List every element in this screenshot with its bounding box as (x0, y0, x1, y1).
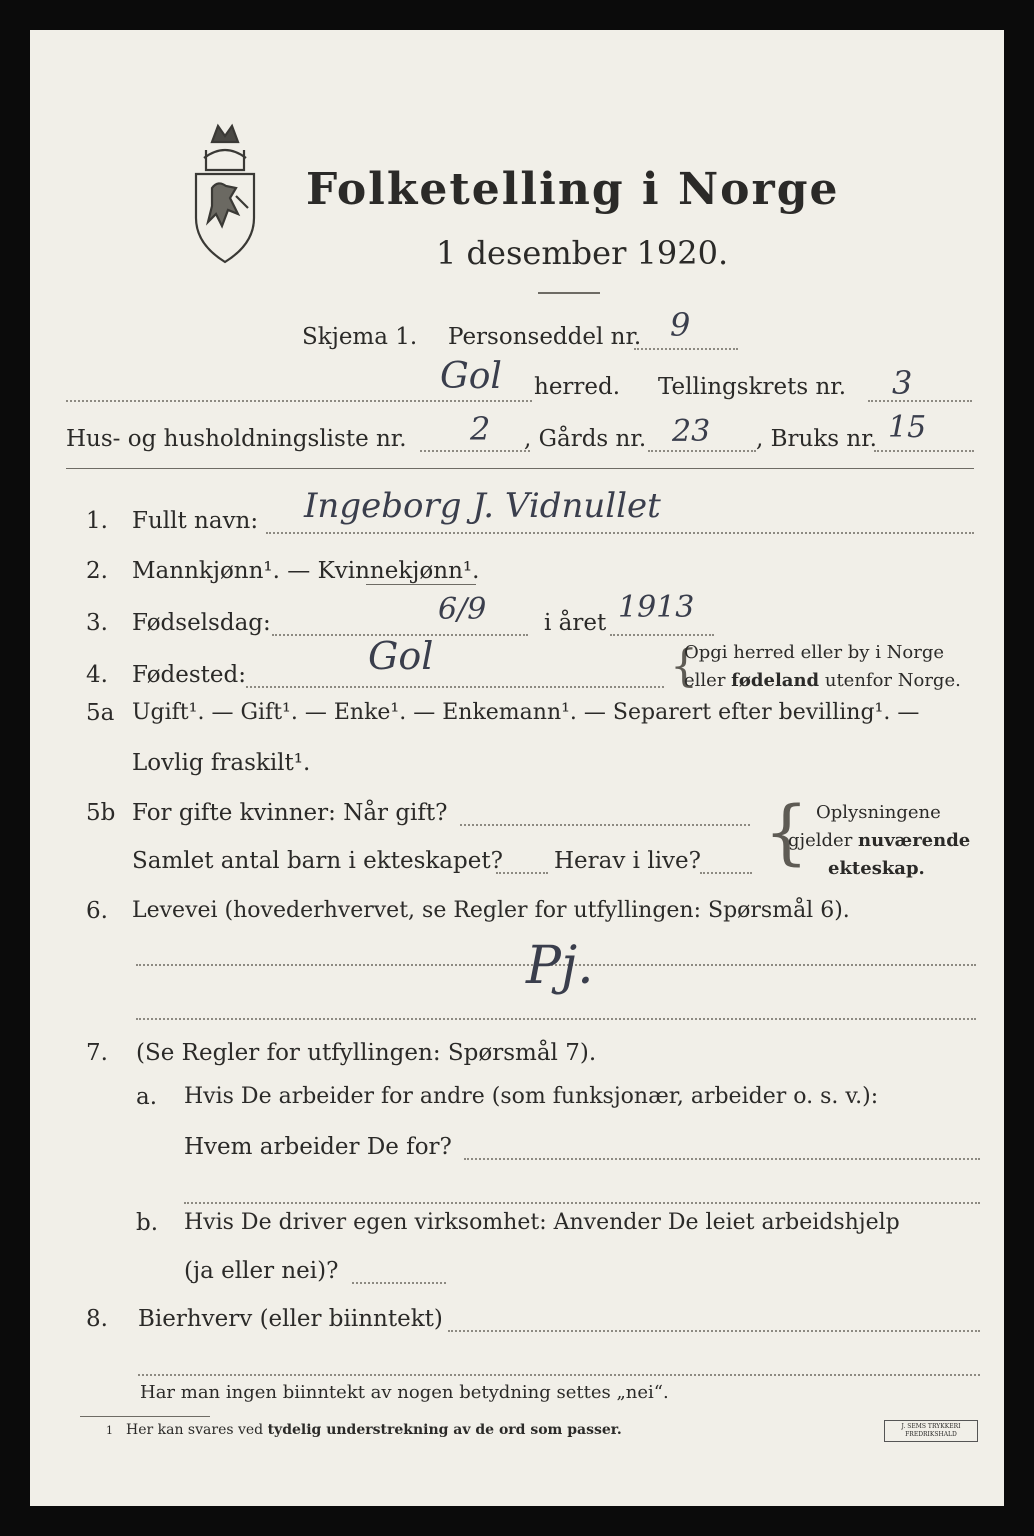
title-divider (538, 292, 600, 294)
q8-note: Har man ingen biinntekt av nogen betydning settes „nei“. (140, 1382, 669, 1403)
census-form (30, 30, 1004, 1506)
q6-value: Pj. (526, 936, 594, 996)
q7b-line2: (ja eller nei)? (184, 1258, 339, 1284)
q4-note-line2-b: fødeland (731, 670, 820, 691)
q5b-number: 5b (86, 800, 116, 826)
q5a-line2: Lovlig fraskilt¹. (132, 750, 311, 776)
tellingskrets-label: Tellingskrets nr. (658, 374, 847, 400)
herred-field-line (66, 400, 532, 402)
q4-field-line (246, 686, 664, 688)
husliste-label: Hus- og husholdningsliste nr. (66, 426, 407, 452)
q5b-alive-field-line (700, 872, 752, 874)
q7-label: (Se Regler for utfyllingen: Spørsmål 7). (136, 1040, 597, 1066)
footnote-text-a: Her kan svares ved (126, 1422, 268, 1438)
q5b-line1: For gifte kvinner: Når gift? (132, 800, 448, 826)
header-divider (66, 468, 974, 469)
footnote-divider (80, 1416, 210, 1417)
q4-note-line1: Opgi herred eller by i Norge (684, 642, 945, 663)
q5b-note2 (788, 830, 970, 851)
personseddel-label: Personseddel nr. (448, 324, 642, 350)
q5b-children-field-line (496, 872, 548, 874)
bruks-value: 15 (888, 410, 927, 445)
q4-note-line2 (684, 670, 961, 691)
q3-year-field-line (610, 634, 714, 636)
q7a-field-line-2 (184, 1202, 980, 1204)
form-title: Folketelling i Norge (306, 164, 840, 215)
q6-field-line-2 (136, 1018, 976, 1020)
q8-field-line-1 (448, 1330, 980, 1332)
skjema-label: Skjema 1. (302, 324, 418, 350)
tellingskrets-value: 3 (892, 364, 913, 402)
q5b-line2b: Herav i live? (554, 848, 701, 874)
gards-value: 23 (672, 414, 711, 449)
q1-number: 1. (86, 508, 108, 534)
footnote-mark: 1 (106, 1424, 113, 1437)
personseddel-value: 9 (670, 306, 691, 344)
husliste-field-line (420, 450, 530, 452)
q3-number: 3. (86, 610, 108, 636)
q5b-married-field-line (460, 824, 750, 826)
q7a-line2: Hvem arbeider De for? (184, 1134, 452, 1160)
q5a-line1: Ugift¹. — Gift¹. — Enke¹. — Enkemann¹. — Separert efter bevilling¹. — (132, 700, 920, 725)
q3-year-value: 1913 (618, 590, 695, 625)
q3-year-label: i året (544, 610, 607, 636)
printer-stamp: J. SEMS TRYKKERI FREDRIKSHALD (884, 1420, 978, 1442)
herred-label: herred. (534, 374, 621, 400)
q5b-line2a: Samlet antal barn i ekteskapet? (132, 848, 503, 874)
q4-note-line2-c: utenfor Norge. (819, 670, 961, 691)
bruks-field-line (874, 450, 974, 452)
coat-of-arms-emblem (182, 118, 268, 268)
herred-value: Gol (440, 356, 502, 397)
form-date: 1 desember 1920. (436, 234, 729, 272)
q5b-note2-a: gjelder (788, 830, 859, 851)
q5b-note3: ekteskap. (828, 858, 925, 879)
q2-underline (366, 584, 476, 585)
q7b-field-line (352, 1282, 446, 1284)
q1-value: Ingeborg J. Vidnullet (304, 486, 661, 526)
q2-label: Mannkjønn¹. — Kvinnekjønn¹. (132, 558, 480, 584)
q4-label: Fødested: (132, 662, 247, 688)
q4-note-line2-a: eller (684, 670, 732, 691)
q5b-note-brace: { (764, 791, 809, 873)
footnote-text (126, 1422, 622, 1438)
q7b-letter: b. (136, 1210, 159, 1236)
q7a-letter: a. (136, 1084, 158, 1110)
q7-number: 7. (86, 1040, 108, 1066)
q3-label: Fødselsdag: (132, 610, 271, 636)
q7b-line1: Hvis De driver egen virksomhet: Anvender De leiet arbeidshjelp (184, 1210, 900, 1235)
q2-number: 2. (86, 558, 108, 584)
q3-day-value: 6/9 (438, 592, 487, 627)
personseddel-field-line (634, 348, 738, 350)
q4-value: Gol (368, 634, 434, 678)
q8-number: 8. (86, 1306, 108, 1332)
q8-field-line-2 (138, 1374, 980, 1376)
q5a-number: 5a (86, 700, 115, 726)
q5b-note1: Oplysningene (816, 802, 941, 823)
q1-label: Fullt navn: (132, 508, 259, 534)
q7a-field-line-1 (464, 1158, 980, 1160)
q7a-line1: Hvis De arbeider for andre (som funksjonær, arbeider o. s. v.): (184, 1084, 879, 1109)
q5b-note2-b: nuværende (858, 830, 971, 851)
footnote-text-b: tydelig understrekning av de ord som passer. (267, 1422, 622, 1438)
q4-number: 4. (86, 662, 108, 688)
q4-note-brace: { (670, 641, 698, 692)
q8-label: Bierhverv (eller biinntekt) (138, 1306, 443, 1332)
gards-label: , Gårds nr. (524, 426, 647, 452)
bruks-label: , Bruks nr. (756, 426, 877, 452)
q1-field-line (266, 532, 974, 534)
tellingskrets-field-line (868, 400, 972, 402)
q6-number: 6. (86, 898, 108, 924)
husliste-value: 2 (470, 410, 491, 448)
gards-field-line (648, 450, 756, 452)
q6-label: Levevei (hovederhvervet, se Regler for utfyllingen: Spørsmål 6). (132, 898, 850, 923)
